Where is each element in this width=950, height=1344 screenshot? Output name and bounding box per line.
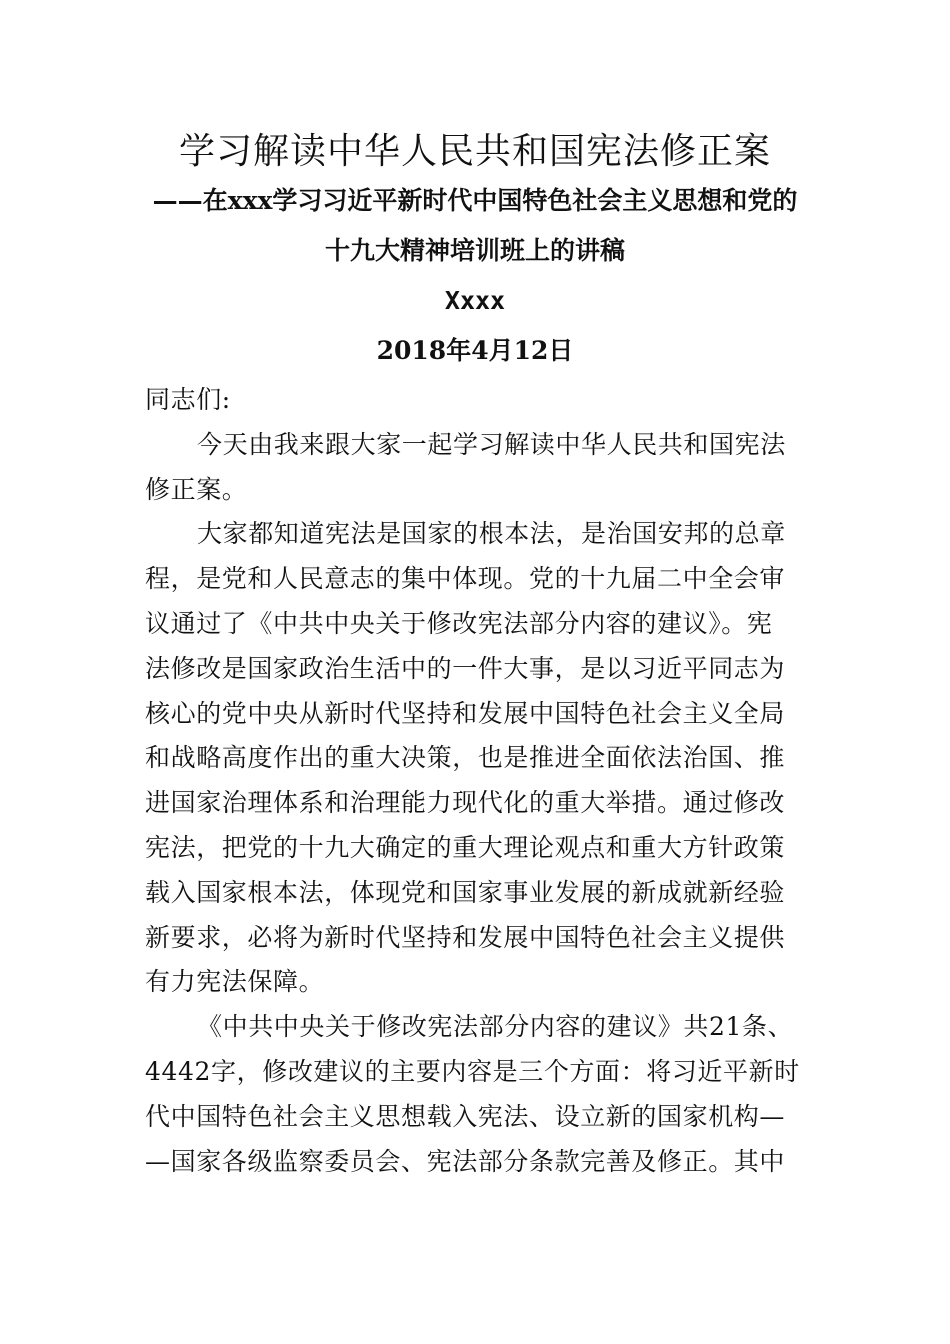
paragraph-2-line-7: 进国家治理体系和治理能力现代化的重大举措。通过修改 (145, 788, 786, 818)
paragraph-3-line-1: 《中共中央关于修改宪法部分内容的建议》共21条、 (197, 1012, 794, 1042)
paragraph-2-line-11: 有力宪法保障。 (145, 967, 325, 997)
paragraph-2-line-9: 载入国家根本法，体现党和国家事业发展的新成就新经验 (145, 877, 786, 907)
document-title: 学习解读中华人民共和国宪法修正案 (178, 131, 771, 172)
paragraph-3-line-2: 4442字，修改建议的主要内容是三个方面：将习近平新时 (145, 1056, 800, 1086)
paragraph-2-line-5: 核心的党中央从新时代坚持和发展中国特色社会主义全局 (145, 698, 786, 728)
document-subtitle-line-2: 十九大精神培训班上的讲稿 (324, 236, 625, 265)
paragraph-2-line-8: 宪法，把党的十九大确定的重大理论观点和重大方针政策 (145, 832, 786, 862)
paragraph-1-line-1: 今天由我来跟大家一起学习解读中华人民共和国宪法 (197, 429, 786, 459)
author-name: Xxxx (444, 286, 506, 315)
document-body (145, 378, 800, 1184)
document-date: 2018年4月12日 (376, 336, 574, 365)
paragraph-3-line-3: 代中国特色社会主义思想载入宪法、设立新的国家机构— (145, 1101, 786, 1131)
paragraph-3-line-4: —国家各级监察委员会、宪法部分条款完善及修正。其中 (145, 1146, 786, 1176)
salutation: 同志们: (145, 385, 231, 414)
paragraph-2-line-4: 法修改是国家政治生活中的一件大事，是以习近平同志为 (145, 653, 786, 683)
paragraph-2-line-10: 新要求，必将为新时代坚持和发展中国特色社会主义提供 (145, 922, 786, 952)
paragraph-2-line-3: 议通过了《中共中央关于修改宪法部分内容的建议》。宪 (145, 608, 773, 638)
paragraph-1-line-2: 修正案。 (145, 474, 248, 504)
paragraph-2-line-6: 和战略高度作出的重大决策，也是推进全面依法治国、推 (145, 743, 786, 773)
document-subtitle-line-1: ——在xxx学习习近平新时代中国特色社会主义思想和党的 (152, 186, 798, 215)
paragraph-2-line-1: 大家都知道宪法是国家的根本法，是治国安邦的总章 (197, 519, 786, 549)
paragraph-2-line-2: 程，是党和人民意志的集中体现。党的十九届二中全会审 (145, 564, 786, 594)
